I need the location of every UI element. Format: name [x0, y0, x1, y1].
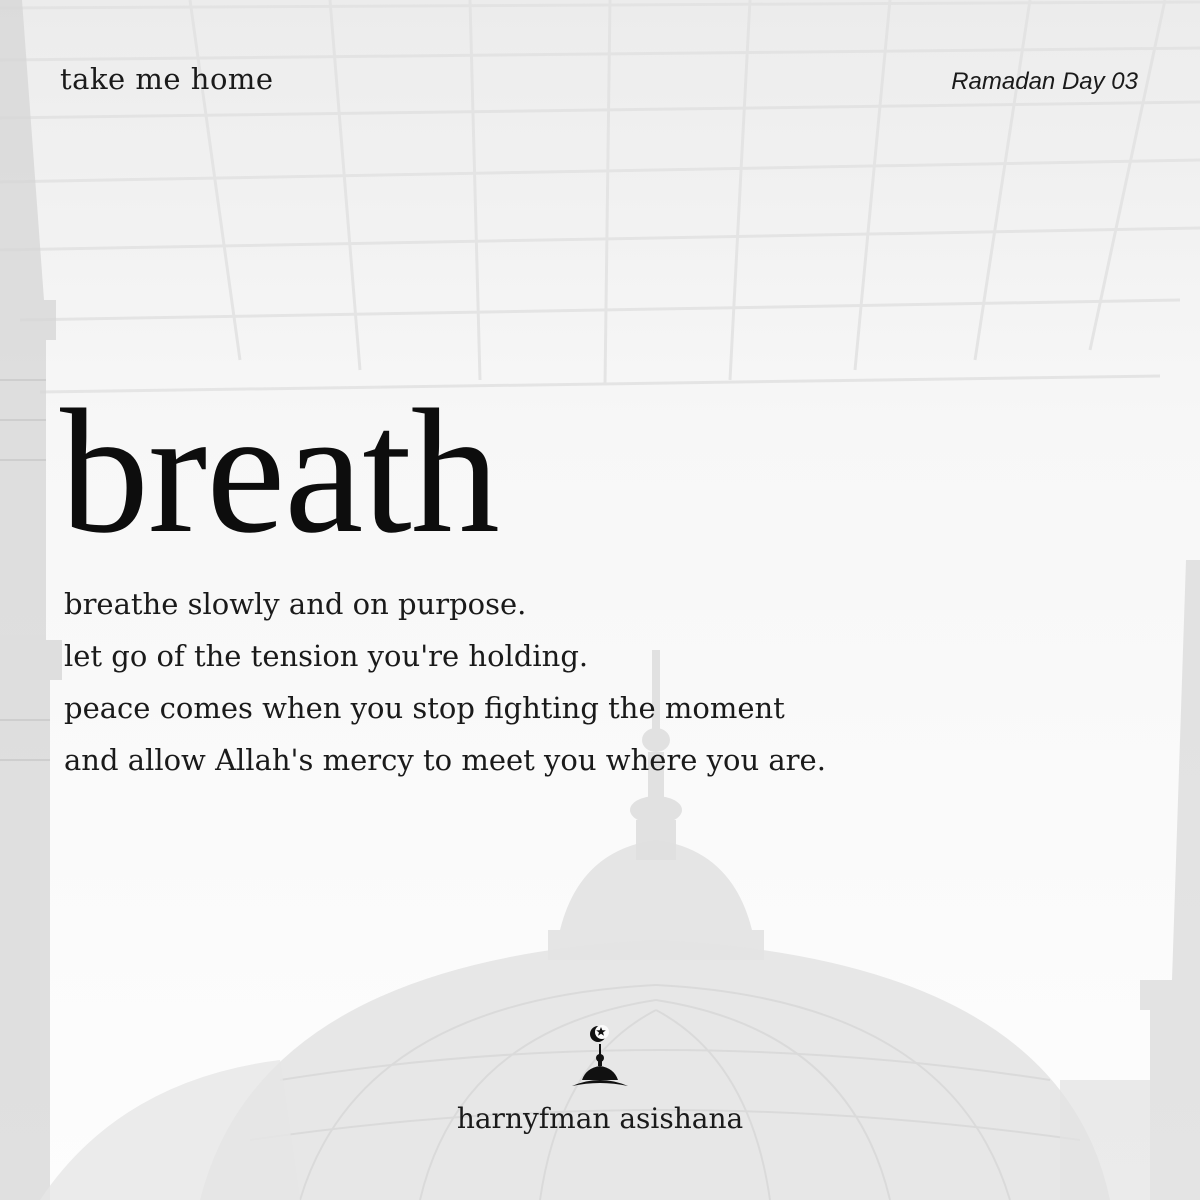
body-line: let go of the tension you're holding. — [64, 639, 589, 673]
body-text — [64, 578, 826, 786]
header-left-text: take me home — [60, 62, 274, 96]
body-line: and allow Allah's mercy to meet you where you are. — [64, 743, 826, 777]
body-line: peace comes when you stop fighting the moment — [64, 691, 785, 725]
body-line: breathe slowly and on purpose. — [64, 587, 527, 621]
header-right-text: Ramadan Day 03 — [951, 68, 1138, 95]
signature: harnyfman asishana — [456, 1102, 744, 1135]
page-title: breath — [60, 372, 499, 570]
crescent-star-dome-icon — [568, 1024, 632, 1096]
